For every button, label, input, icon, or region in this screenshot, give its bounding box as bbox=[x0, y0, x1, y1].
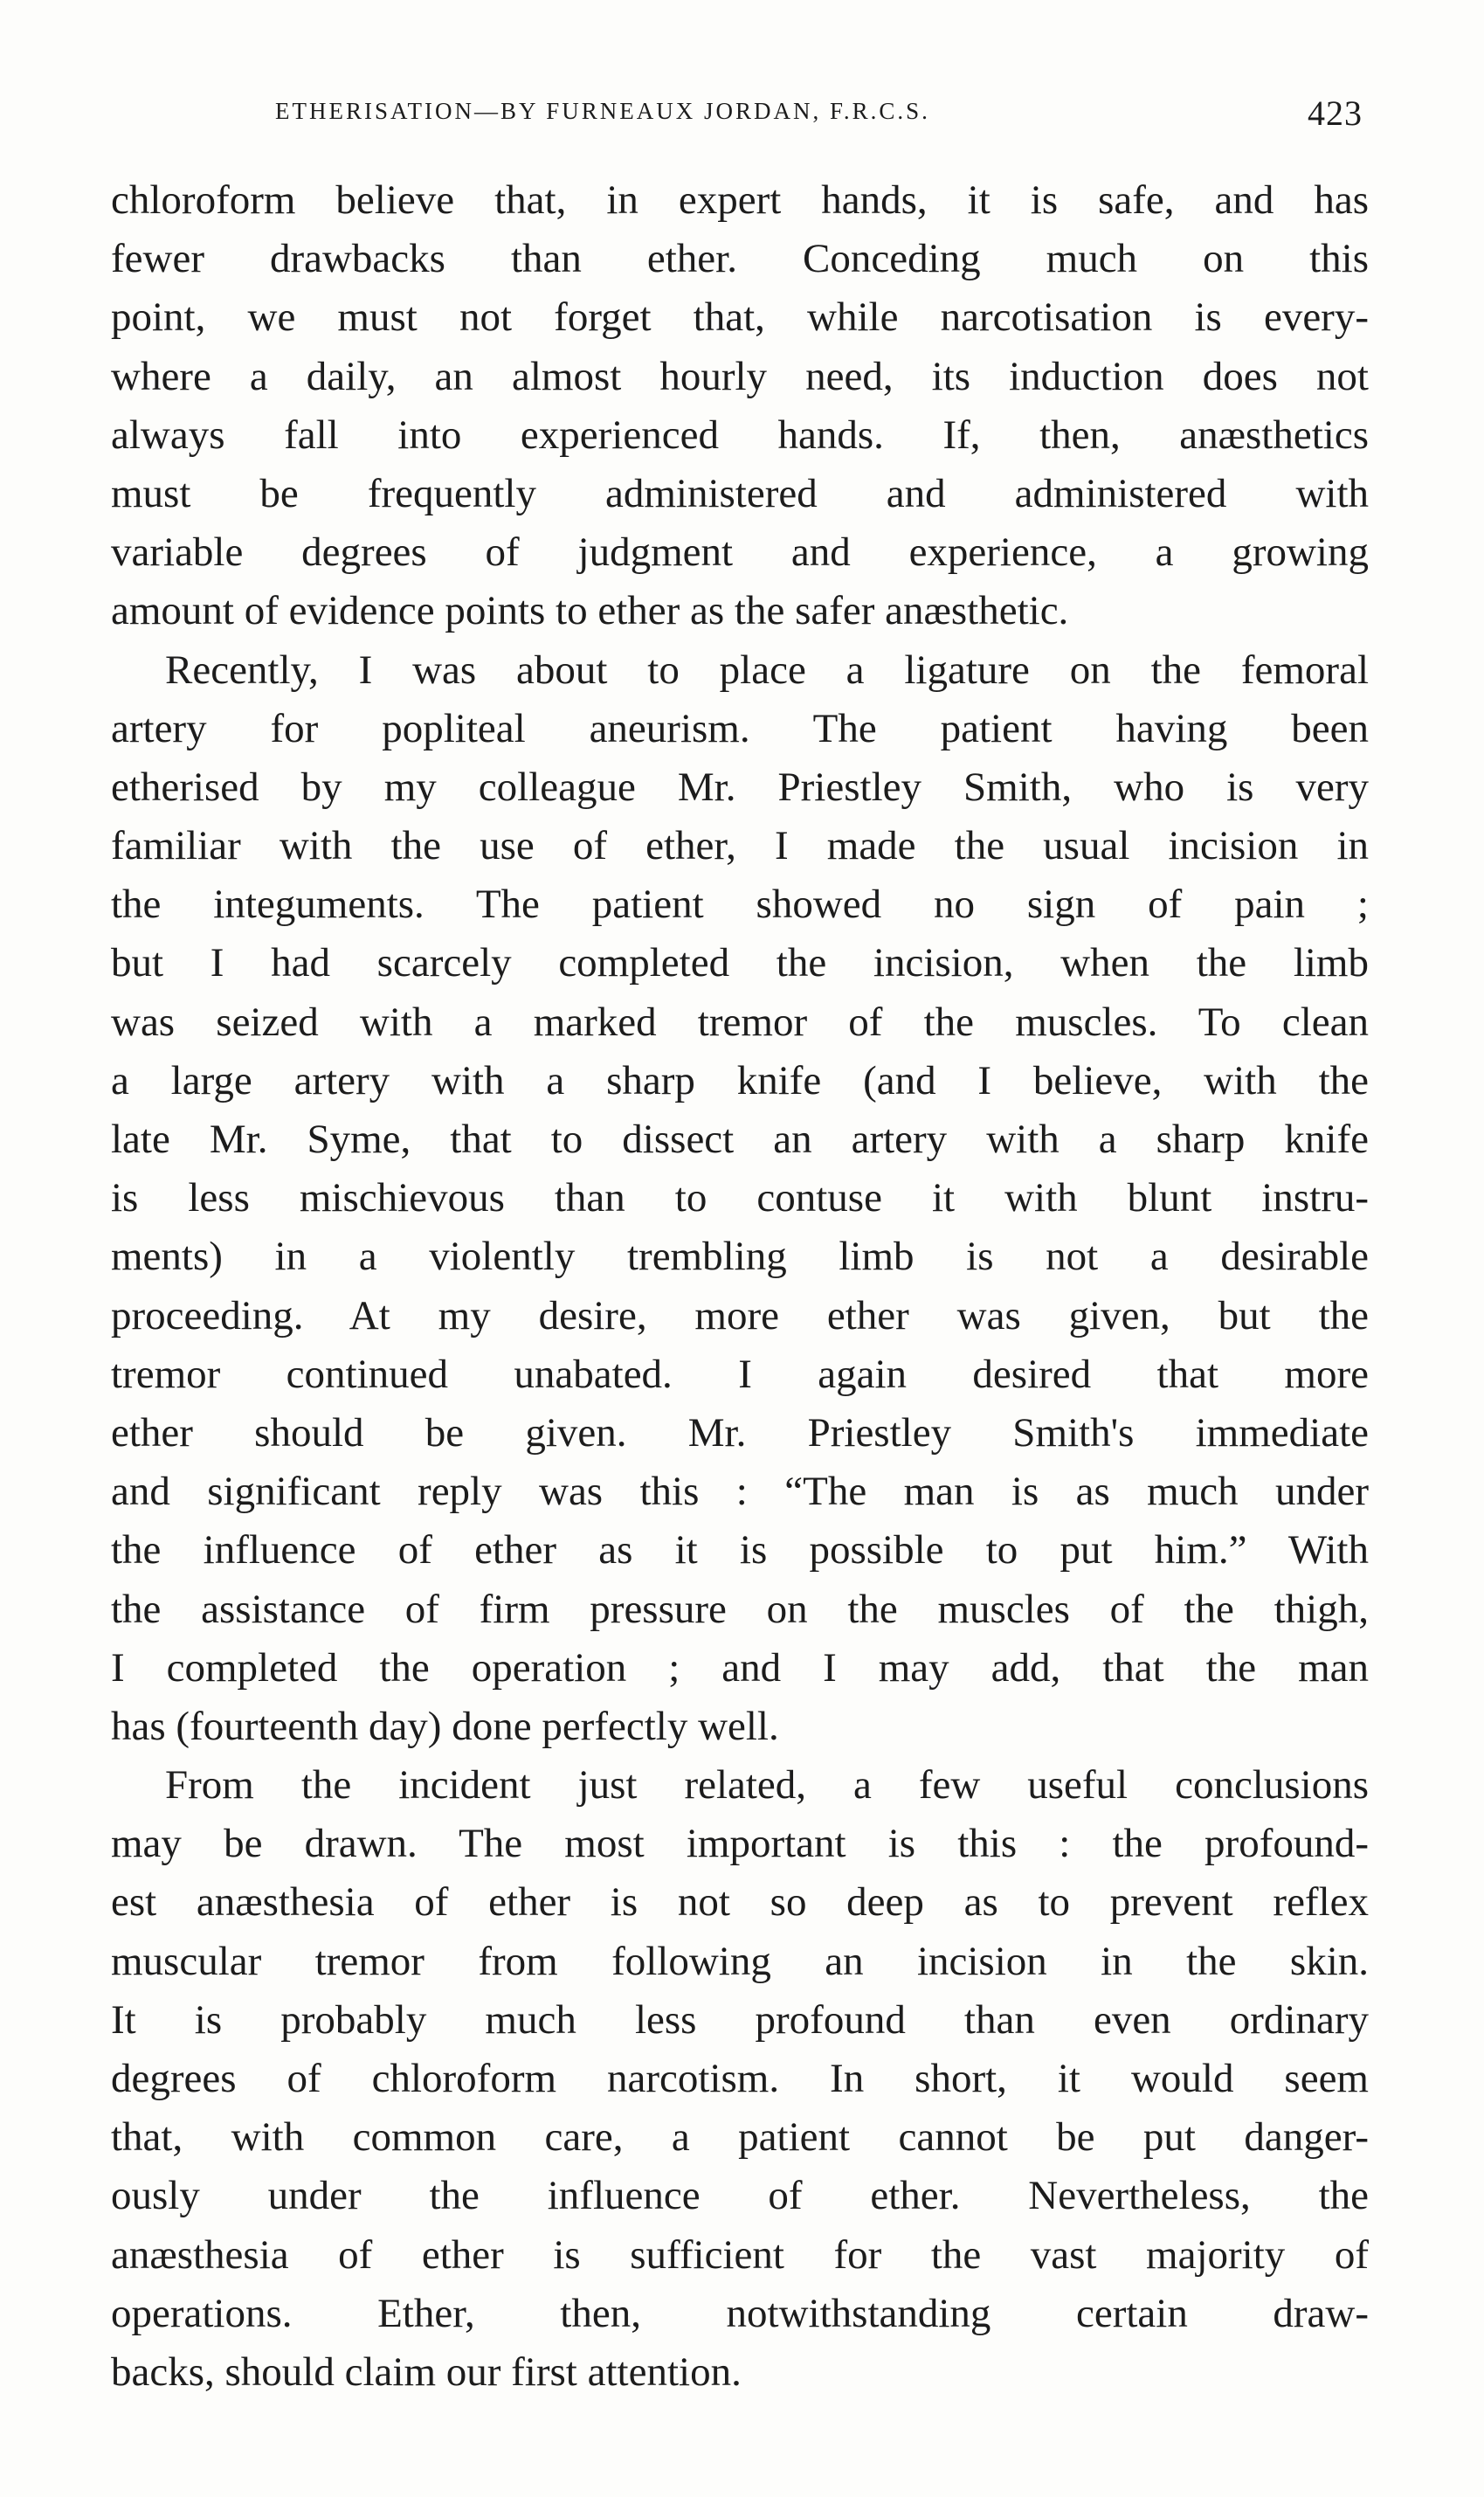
text-line: the influence of ether as it is possible to put him.” With bbox=[111, 1527, 1369, 1574]
text-line: ously under the influence of ether. Nevertheless, the bbox=[111, 2173, 1369, 2219]
text-line: that, with common care, a patient cannot be put danger- bbox=[111, 2114, 1369, 2161]
text-line: Recently, I was about to place a ligature on the femoral bbox=[165, 647, 1369, 693]
paragraph bbox=[111, 1756, 1369, 2402]
text-line: From the incident just related, a few useful conclusions bbox=[165, 1762, 1369, 1809]
text-line: ments) in a violently trembling limb is not a desirable bbox=[111, 1234, 1369, 1280]
text-line: It is probably much less profound than even ordinary bbox=[111, 1996, 1369, 2043]
text-line: I completed the operation ; and I may add, that the man bbox=[111, 1644, 1369, 1691]
text-line: operations. Ether, then, notwithstanding certain draw- bbox=[111, 2290, 1369, 2336]
text-line: proceeding. At my desire, more ether was given, but the bbox=[111, 1292, 1369, 1338]
running-title: ETHERISATION—BY FURNEAUX JORDAN, F.R.C.S. bbox=[275, 98, 930, 124]
text-line: chloroform believe that, in expert hands, it is safe, and has bbox=[111, 177, 1369, 223]
text-line: but I had scarcely completed the incision, when the limb bbox=[111, 940, 1369, 986]
text-line: ether should be given. Mr. Priestley Smith's immediate bbox=[111, 1409, 1369, 1456]
text-line: where a daily, an almost hourly need, its induction does not bbox=[111, 353, 1369, 399]
text-line: est anæsthesia of ether is not so deep as to prevent reflex bbox=[111, 1879, 1369, 1926]
running-header bbox=[275, 93, 1376, 142]
page-number: 423 bbox=[1308, 93, 1363, 133]
text-line: familiar with the use of ether, I made the usual incision in bbox=[111, 823, 1369, 869]
text-line: has (fourteenth day) done perfectly well. bbox=[111, 1703, 779, 1749]
text-line: variable degrees of judgment and experience, a growing bbox=[111, 529, 1369, 576]
paragraph bbox=[111, 641, 1369, 1757]
text-line: tremor continued unabated. I again desired that more bbox=[111, 1351, 1369, 1397]
paragraph bbox=[111, 171, 1369, 641]
text-line: point, we must not forget that, while narcotisation is every- bbox=[111, 294, 1369, 341]
text-line: amount of evidence points to ether as the safer anæsthetic. bbox=[111, 588, 1069, 634]
text-line: backs, should claim our first attention. bbox=[111, 2348, 742, 2395]
text-line: the integuments. The patient showed no sign of pain ; bbox=[111, 882, 1369, 928]
text-line: always fall into experienced hands. If, then, anæsthetics bbox=[111, 412, 1369, 458]
text-line: a large artery with a sharp knife (and I believe, with the bbox=[111, 1057, 1369, 1103]
text-line: and significant reply was this : “The man is as much under bbox=[111, 1469, 1369, 1515]
text-line: artery for popliteal aneurism. The patient having been bbox=[111, 705, 1369, 751]
text-line: etherised by my colleague Mr. Priestley Smith, who is very bbox=[111, 764, 1369, 810]
text-line: may be drawn. The most important is this : the profound- bbox=[111, 1821, 1369, 1867]
body-text bbox=[111, 171, 1369, 2402]
text-line: was seized with a marked tremor of the muscles. To clean bbox=[111, 999, 1369, 1045]
text-line: degrees of chloroform narcotism. In short, it would seem bbox=[111, 2056, 1369, 2101]
text-line: anæsthesia of ether is sufficient for the vast majority of bbox=[111, 2231, 1369, 2278]
text-line: fewer drawbacks than ether. Conceding much on this bbox=[111, 236, 1369, 282]
text-line: is less mischievous than to contuse it with blunt instru- bbox=[111, 1175, 1369, 1221]
text-line: late Mr. Syme, that to dissect an artery with a sharp knife bbox=[111, 1117, 1369, 1162]
text-line: must be frequently administered and administered with bbox=[111, 470, 1369, 516]
text-line: the assistance of firm pressure on the muscles of the thigh, bbox=[111, 1586, 1369, 1632]
text-line: muscular tremor from following an incision in the skin. bbox=[111, 1938, 1369, 1984]
